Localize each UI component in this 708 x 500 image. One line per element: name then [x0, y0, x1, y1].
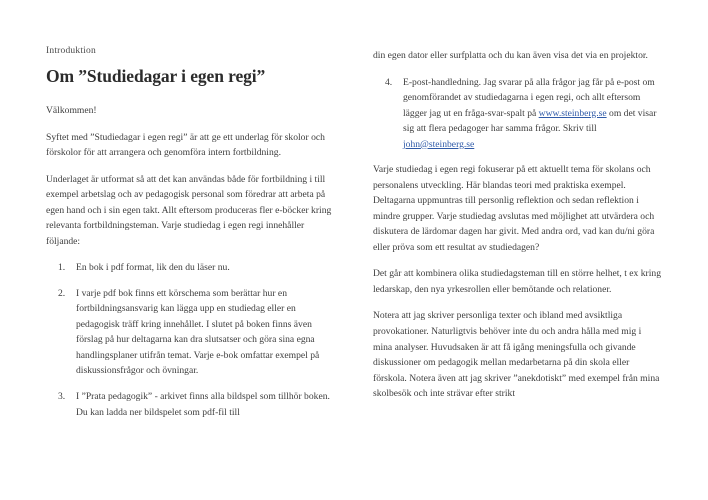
list-item-text	[403, 75, 662, 153]
section-eyebrow: Introduktion	[46, 46, 96, 56]
list-item-number: 2.	[58, 287, 66, 299]
list-item-number: 3.	[58, 390, 66, 402]
list-item-number: 1.	[58, 262, 66, 274]
combination-paragraph: Det går att kombinera olika studiedagsteman till en större helhet, t ex kring ledarskap, den nya yrkesrollen eller bemötande och relationer.	[373, 268, 661, 295]
purpose-paragraph: Syftet med ”Studiedagar i egen regi” är att ge ett underlag för skolor och förskolor för att arrangera och genomföra intern fortbildning.	[46, 131, 325, 159]
continuation-paragraph: din egen dator eller surfplatta och du kan även visa det via en projektor.	[373, 50, 648, 61]
left-column	[46, 46, 335, 470]
steinberg-website-link[interactable]: www.steinberg.se	[538, 107, 607, 119]
list-item	[46, 260, 335, 276]
list-item	[46, 286, 335, 379]
personal-style-paragraph: Notera att jag skriver personliga texter och ibland med avsiktliga provokationer. Naturligtvis behöver inte du och andra hålla med mig i mina analyser. Huvudsaken är att få igång meningsfulla och givande diskussioner om pedagogik mellan medarbetarna på din skola eller förskola. Notera även att jag skriver ”anekdotiskt” med exempel från mina skolbesök och inte strävar efter strikt	[373, 310, 660, 400]
list-item-text: I ”Prata pedagogik” - arkivet finns alla bildspel som tillhör boken. Du kan ladda ner bildspelet som pdf-fil till	[76, 390, 330, 418]
greeting-paragraph: Välkommen!	[46, 105, 97, 116]
list-item	[373, 75, 662, 153]
focus-paragraph: Varje studiedag i egen regi fokuserar på ett aktuellt tema för skolans och personalens utveckling. Här blandas teori med praktiska exempel. Deltagarna uppmuntras till personlig reflektion och sedan reflektion i mindre grupper. Varje studiedag avslutas med möjlighet att utvärdera och diskutera de lärdomar dagen har givit. Med andra ord, vad kan du/ni göra eller pröva som ett resultat av studiedagen?	[373, 164, 655, 253]
list-item-text: I varje pdf bok finns ett körschema som berättar hur en fortbildningsansvarig kan lägga upp en studiedag eller en pedagogisk träff kring innehållet. I slutet på boken finns även förslag på hur deltagarna kan dra slutsatser och göra sina egna handlingsplaner utifrån temat. Varje e-bok omfattar exempel på diskussionsfrågor och övningar.	[76, 287, 320, 377]
numbered-list-left	[46, 260, 335, 420]
two-column-layout	[46, 46, 662, 470]
numbered-list-right	[373, 75, 662, 153]
right-column	[373, 46, 662, 470]
steinberg-email-link[interactable]: john@steinberg.se	[403, 138, 475, 150]
usage-paragraph: Underlaget är utformat så att det kan användas både för fortbildning i till exempel arbetslag och av pedagogisk personal som föredrar att arbeta på egen hand och i sin egen takt. Allt eftersom produceras fler e-böcker kring relevanta fortbildningsteman. Varje studiedag i egen regi innehåller följande:	[46, 173, 332, 247]
list-item-text: En bok i pdf format, lik den du läser nu.	[76, 262, 230, 274]
list-item-text-part1: E-post-handledning. Jag svarar på alla frågor jag får på e-post om genomförandet av studiedagarna i egen regi, och allt eftersom lägger jag ut en fråga-svar-spalt på	[403, 76, 655, 119]
list-item-number: 4.	[385, 76, 393, 88]
list-item-text-part2: om det visar sig att flera pedagoger har samma frågor. Skriv till	[403, 107, 657, 135]
list-item	[46, 389, 335, 420]
page-title: Om ”Studiedagar i egen regi”	[46, 66, 266, 86]
